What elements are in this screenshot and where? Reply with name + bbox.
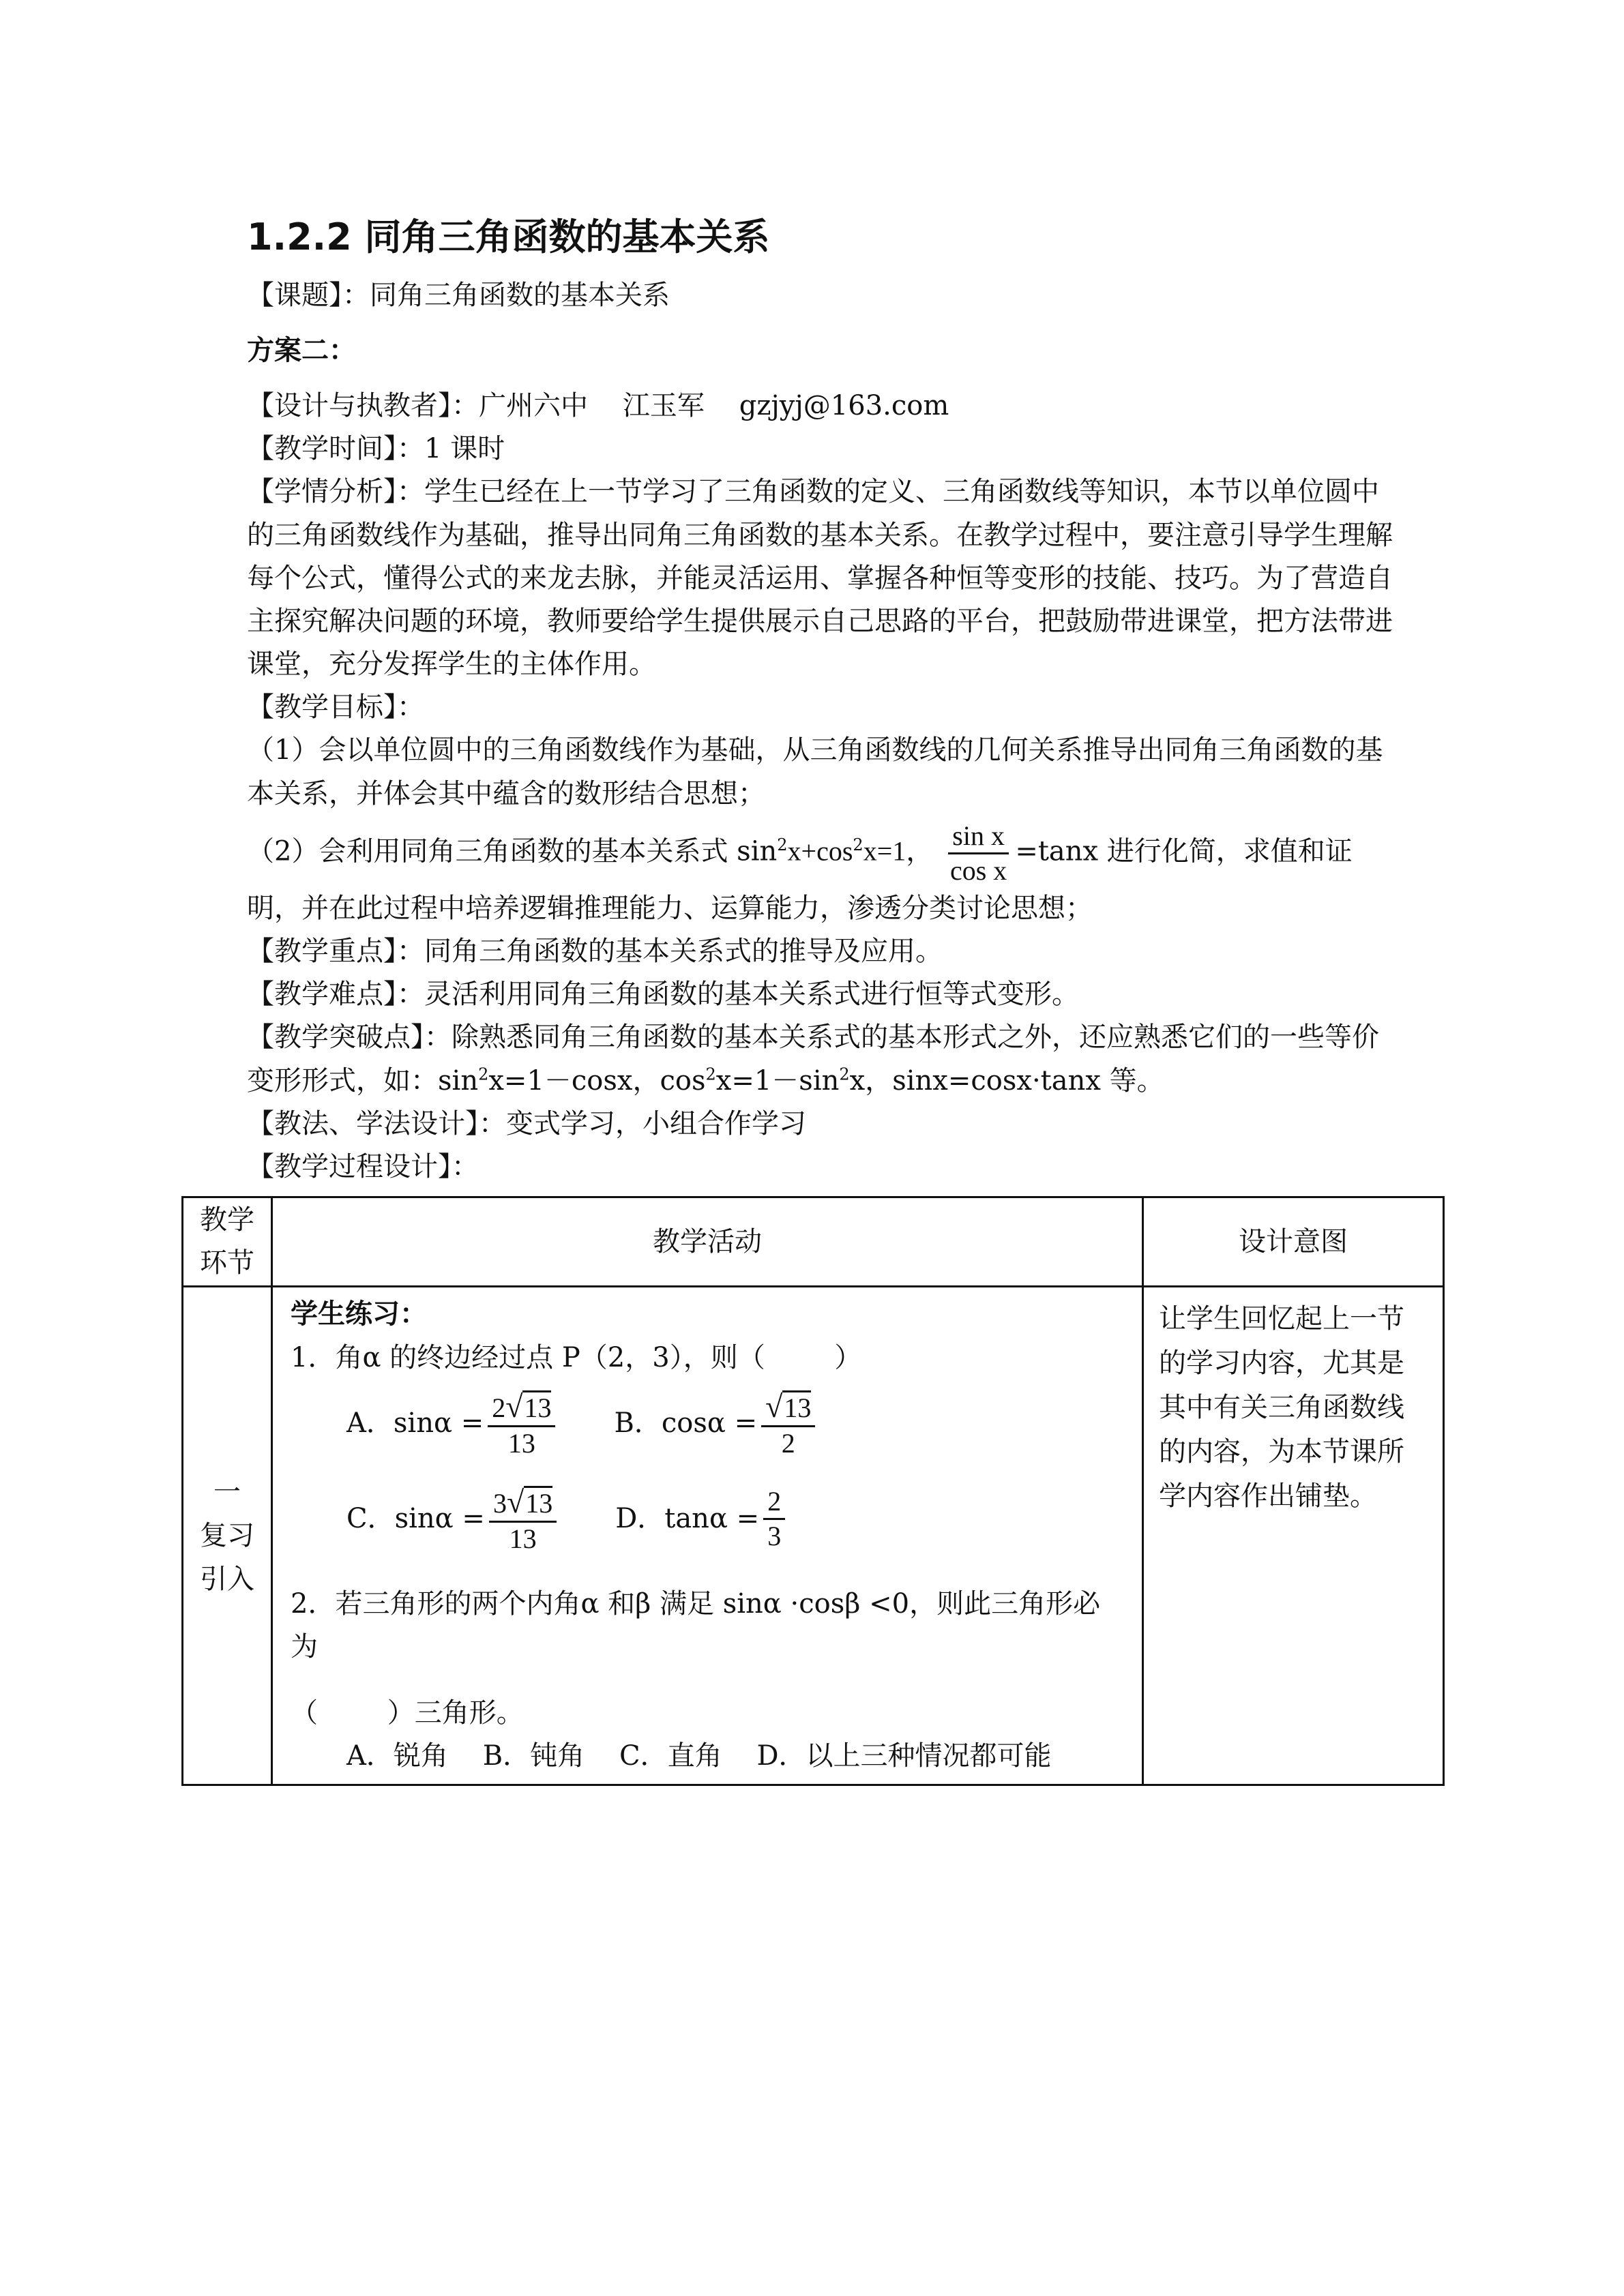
stage-line-1: 复习 <box>200 1519 254 1551</box>
coef: 2 <box>492 1392 506 1423</box>
process-label: 【教学过程设计】： <box>247 1150 479 1182</box>
stage-line-2: 引入 <box>200 1563 254 1595</box>
analysis-text: 学生已经在上一节学习了三角函数的定义、三角函数线等知识，本节以单位圆中的三角函数线作为基础，推导出同角三角函数的基本关系。在教学过程中，要注意引导学生理解每个公式，懂得公式的来龙去脉，并能灵活运用、掌握各种恒等变形的技能、技巧。为了营造自主探究解决问题的环境，教师要给学生提供展示自己思路的平台，把鼓励带进课堂，把方法带进课堂，充分发挥学生的主体作用。 <box>247 476 1393 681</box>
header-stage <box>183 1197 272 1287</box>
topic-label: 【课题】： <box>247 279 370 311</box>
lesson-process-table <box>181 1196 1445 1786</box>
difficulty-label: 【教学难点】： <box>247 979 424 1011</box>
document-body <box>247 211 1393 1189</box>
header-activity: 教学活动 <box>272 1197 1143 1287</box>
fraction-numerator <box>489 1483 557 1523</box>
breakthrough-paragraph <box>247 1016 1393 1102</box>
question-2: 2．若三角形的两个内角α 和β 满足 sinα ·cosβ <0，则此三角形必为 <box>291 1587 1101 1663</box>
radicand: 13 <box>522 1390 551 1423</box>
fraction-numerator <box>761 1388 815 1427</box>
time-label: 【教学时间】： <box>247 433 424 465</box>
fraction-numerator: sin x <box>948 820 1009 854</box>
goal-2-text-b: x+cos <box>787 835 853 867</box>
header-stage-line-1: 教学 <box>200 1204 254 1236</box>
breakthrough-label: 【教学突破点】： <box>247 1022 452 1054</box>
plan-heading: 方案二： <box>247 334 356 366</box>
goal-2-text-c: x=1， <box>863 835 934 867</box>
author-line <box>247 385 1393 428</box>
method-value: 变式学习，小组合作学习 <box>506 1107 806 1139</box>
goal-2-text-d: =tanx 进行化简，求值和证 <box>1015 835 1353 867</box>
intent-cell: 让学生回忆起上一节的学习内容，尤其是其中有关三角函数线的内容，为本节课所学内容作出铺垫。 <box>1143 1287 1444 1785</box>
activity-cell <box>272 1287 1143 1785</box>
option-d-fraction <box>763 1485 785 1553</box>
key-label: 【教学重点】： <box>247 936 424 968</box>
option-c-fraction <box>489 1483 557 1555</box>
time-line <box>247 428 1393 471</box>
question-2-continued: （ ）三角形。 <box>291 1697 524 1729</box>
option-b <box>614 1388 819 1460</box>
radicand: 13 <box>524 1486 552 1519</box>
key-value: 同角三角函数的基本关系式的推导及应用。 <box>424 936 943 968</box>
key-line <box>247 930 1393 973</box>
radical-icon: √ <box>505 1388 523 1424</box>
breakthrough-text-d: x，sinx=cosx·tanx 等。 <box>849 1064 1164 1097</box>
goal-2-continued: 明，并在此过程中培养逻辑推理能力、运算能力，渗透分类讨论思想； <box>247 892 1093 924</box>
stage-cell <box>183 1287 272 1785</box>
options-row-cd <box>346 1468 1123 1570</box>
option-a <box>346 1388 559 1460</box>
analysis-paragraph <box>247 471 1393 686</box>
difficulty-line <box>247 973 1393 1016</box>
option-b-label: B．cosα = <box>614 1407 758 1440</box>
header-intent: 设计意图 <box>1143 1197 1444 1287</box>
goal-2 <box>247 820 1393 887</box>
option-d-label: D．tanα = <box>615 1503 760 1535</box>
fraction-numerator: 2 <box>763 1485 785 1520</box>
breakthrough-text-c: x=1－sin <box>715 1064 840 1097</box>
table-row <box>183 1287 1444 1785</box>
option-d <box>615 1485 789 1553</box>
method-label: 【教法、学法设计】： <box>247 1107 506 1139</box>
breakthrough-text-b: x=1－cosx，cos <box>488 1064 706 1097</box>
option-b-fraction <box>761 1388 815 1460</box>
fraction-denominator: 13 <box>507 1427 535 1459</box>
coef: 3 <box>492 1487 507 1519</box>
topic-line <box>247 274 1393 317</box>
fraction-denominator: 13 <box>509 1523 537 1554</box>
time-value: 1 课时 <box>424 433 505 465</box>
option-a-label: A．sinα = <box>346 1407 484 1440</box>
fraction-sin-over-cos <box>946 820 1011 887</box>
table-header-row <box>183 1197 1444 1287</box>
superscript: 2 <box>478 1064 489 1084</box>
stage-number: 一 <box>213 1476 241 1508</box>
question-1: 1．角α 的终边经过点 P（2，3），则（ ） <box>291 1341 862 1373</box>
option-c-label: C．sinα = <box>346 1503 485 1535</box>
goal-1: （1）会以单位圆中的三角函数线作为基础，从三角函数线的几何关系推导出同角三角函数的基本关系，并体会其中蕴含的数形结合思想； <box>247 734 1383 809</box>
goal-2-text-a: （2）会利用同角三角函数的基本关系式 sin <box>247 835 778 867</box>
method-line <box>247 1103 1393 1146</box>
goals-label: 【教学目标】： <box>247 691 424 724</box>
practice-title: 学生练习： <box>291 1298 427 1330</box>
radicand: 13 <box>782 1390 811 1423</box>
options-row-ab <box>346 1380 1123 1468</box>
topic-value: 同角三角函数的基本关系 <box>370 279 670 311</box>
fraction-denominator: 3 <box>767 1521 782 1552</box>
difficulty-value: 灵活利用同角三角函数的基本关系式进行恒等式变形。 <box>424 979 1079 1011</box>
breakthrough-text-a: 除熟悉同角三角函数的基本关系式的基本形式之外，还应熟悉它们的一些等价变形形式，如：sin <box>247 1022 1379 1097</box>
radical-icon: √ <box>506 1484 525 1519</box>
superscript: 2 <box>853 835 863 855</box>
superscript: 2 <box>839 1064 850 1084</box>
fraction-numerator <box>488 1388 555 1427</box>
author-value: 广州六中 江玉军 gzjyj@163.com <box>479 389 949 421</box>
option-c <box>346 1483 561 1555</box>
fraction-denominator: 2 <box>781 1427 795 1459</box>
analysis-label: 【学情分析】： <box>247 476 424 508</box>
header-stage-line-2: 环节 <box>200 1247 254 1279</box>
question-2-options: A．锐角 B．钝角 C．直角 D．以上三种情况都可能 <box>346 1740 1052 1772</box>
superscript: 2 <box>705 1064 716 1084</box>
author-label: 【设计与执教者】： <box>247 389 479 421</box>
superscript: 2 <box>777 835 788 855</box>
page-title: 1.2.2 同角三角函数的基本关系 <box>247 215 770 258</box>
radical-icon: √ <box>765 1388 783 1424</box>
option-a-fraction <box>488 1388 555 1460</box>
fraction-denominator: cos x <box>949 854 1007 886</box>
